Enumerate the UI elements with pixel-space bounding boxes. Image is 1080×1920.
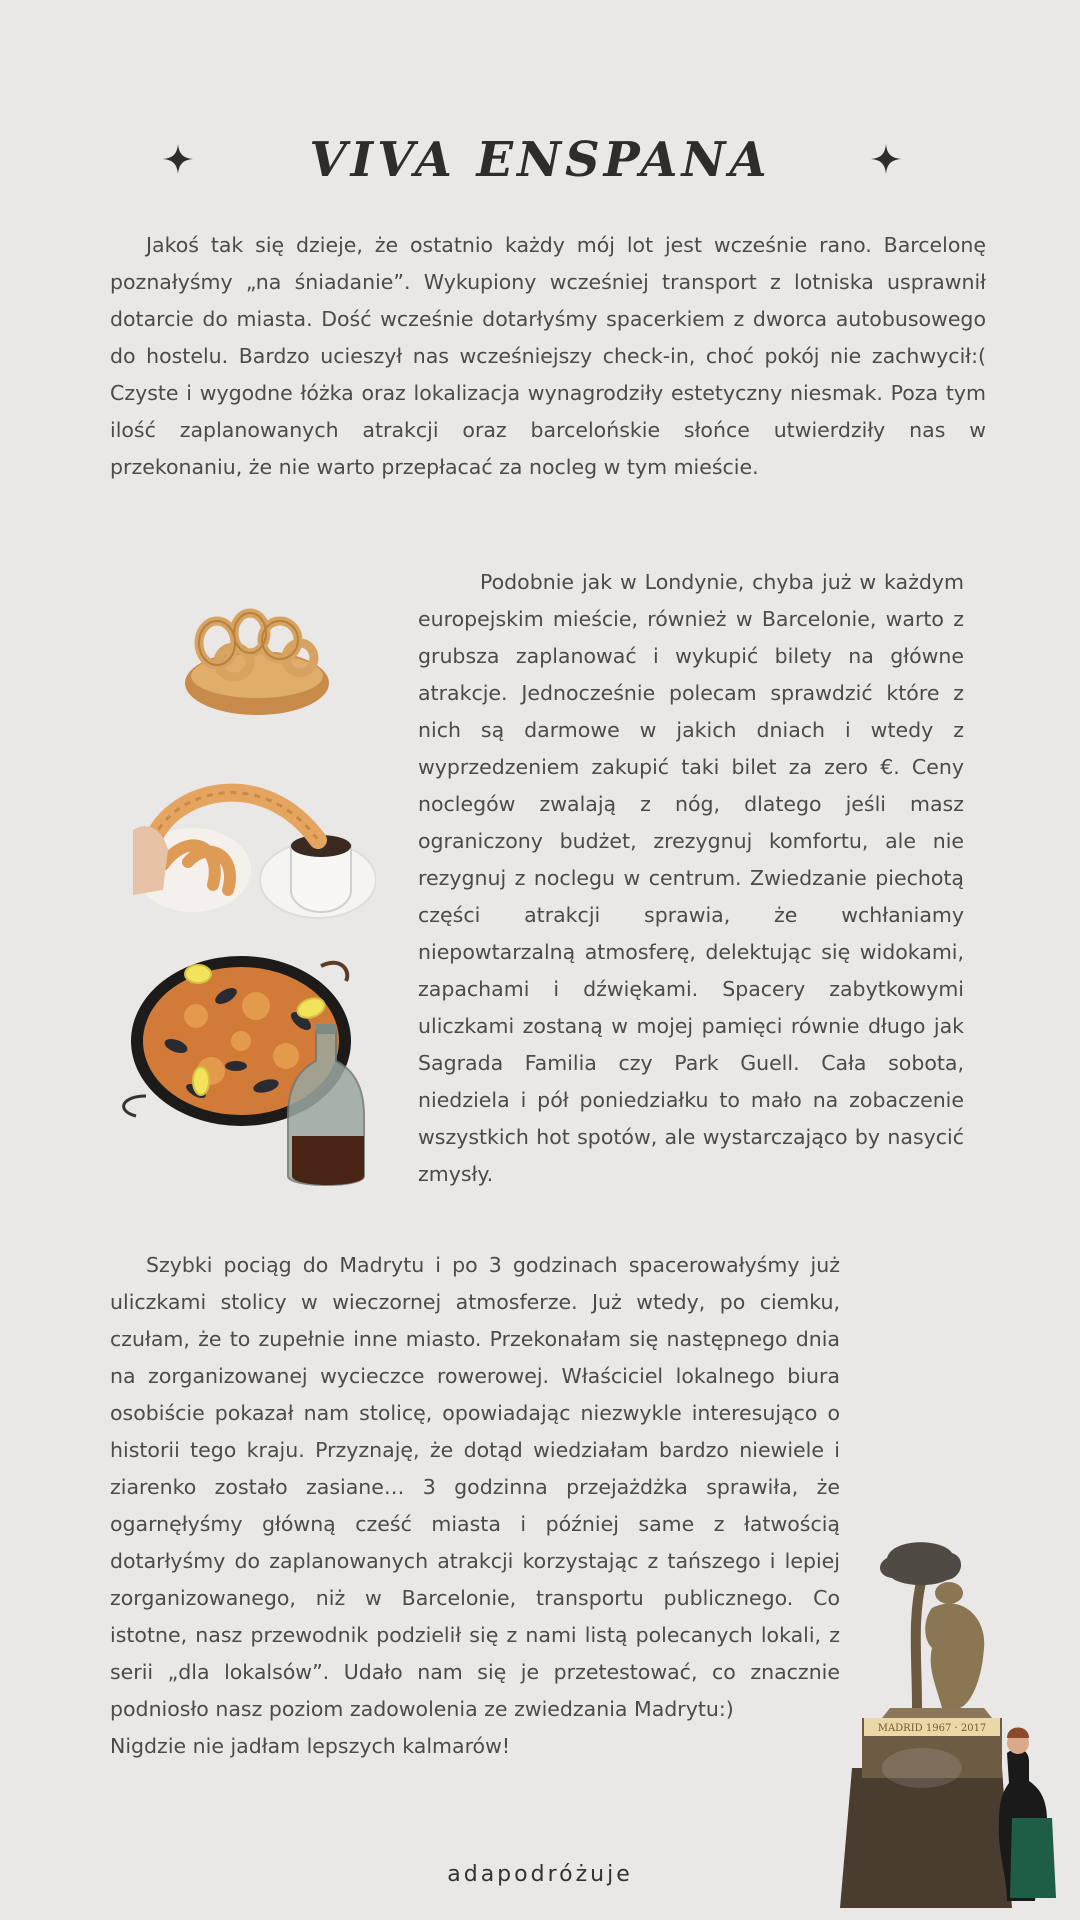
calamari-sandwich-image	[172, 598, 332, 724]
intro-paragraph-text: Jakoś tak się dzieje, że ostatnio każdy mój lot jest wcześnie rano. Barcelonę poznałyśmy „na śniadanie”. Wykupiony wcześniej transport z lotniska usprawnił dotarcie do miasta. Dość wcześnie dotarłyśmy spacerkiem z dworca autobusowego do hostelu. Bardzo ucieszył nas wcześniejszy check-in, choć pokój nie zachwycił:( Czyste i wygodne łóżka oraz lokalizacja wynagrodziły estetyczny niesmak. Poza tym ilość zaplanowanych atrakcji oraz barcelońskie słońce utwierdziły nas w przekonaniu, że nie warto przepłacać za nocleg w tym mieście.	[110, 233, 986, 479]
barcelona-paragraph-text: Podobnie jak w Londynie, chyba już w każdym europejskim mieście, również w Barcelonie, warto z grubsza zaplanować i wykupić bilety na główne atrakcje. Jednocześnie polecam sprawdzić które z nich są darmowe w jakich dniach i wtedy z wyprzedzeniem zakupić taki bilet za zero €. Ceny noclegów zwalają z nóg, dlatego jeśli masz ograniczony budżet, zrezygnuj komfortu, ale nie rezygnuj z noclegu w centrum. Zwiedzanie piechotą części atrakcji sprawia, że wchłaniamy niepowtarzalną atmosferę, delektując się widokami, zapachami i dźwiękami. Spacery zabytkowymi uliczkami zostaną w mojej pamięci równie długo jak Sagrada Familia czy Park Guell. Cała sobota, niedziela i pół poniedziałku to mało na zobaczenie wszystkich hot spotów, ale wystarczająco by nasycić zmysły.	[418, 570, 964, 1186]
barcelona-paragraph	[418, 564, 964, 1193]
churros-image	[133, 770, 376, 920]
intro-paragraph	[110, 227, 986, 486]
footer-signature: adapodróżuje	[447, 1862, 633, 1887]
paella-image	[116, 946, 378, 1191]
madrid-paragraph-text: Szybki pociąg do Madrytu i po 3 godzinach spacerowałyśmy już uliczkami stolicy w wieczornej atmosferze. Już wtedy, po ciemku, czułam, że to zupełnie inne miasto. Przekonałam się następnego dnia na zorganizowanej wycieczce rowerowej. Właściciel lokalnego biura osobiście pokazał nam stolicę, opowiadając niezwykle interesująco o historii tego kraju. Przyznaję, że dotąd wiedziałam bardzo niewiele i ziarenko zostało zasiane… 3 godzinna przejażdżka sprawiła, że ogarnęłyśmy główną cześć miasta i później same z łatwością dotarłyśmy do zaplanowanych atrakcji korzystając z tańszego i lepiej zorganizowanego, niż w Barcelonie, transportu publicznego. Co istotne, nasz przewodnik podzielił się z nami listą polecanych lokali, z serii „dla lokalsów”. Udało nam się je przetestować, co znacznie podniosło nasz poziom zadowolenia ze zwiedzania Madrytu:)	[110, 1253, 840, 1721]
madrid-closing-line: Nigdzie nie jadłam lepszych kalmarów!	[110, 1734, 511, 1758]
page-title: VIVA ENSPANA	[309, 132, 771, 188]
madrid-paragraph	[110, 1247, 840, 1765]
madrid-bear-statue-image	[832, 1538, 1072, 1908]
statue-plaque-text: MADRID 1967 · 2017	[877, 1723, 987, 1734]
